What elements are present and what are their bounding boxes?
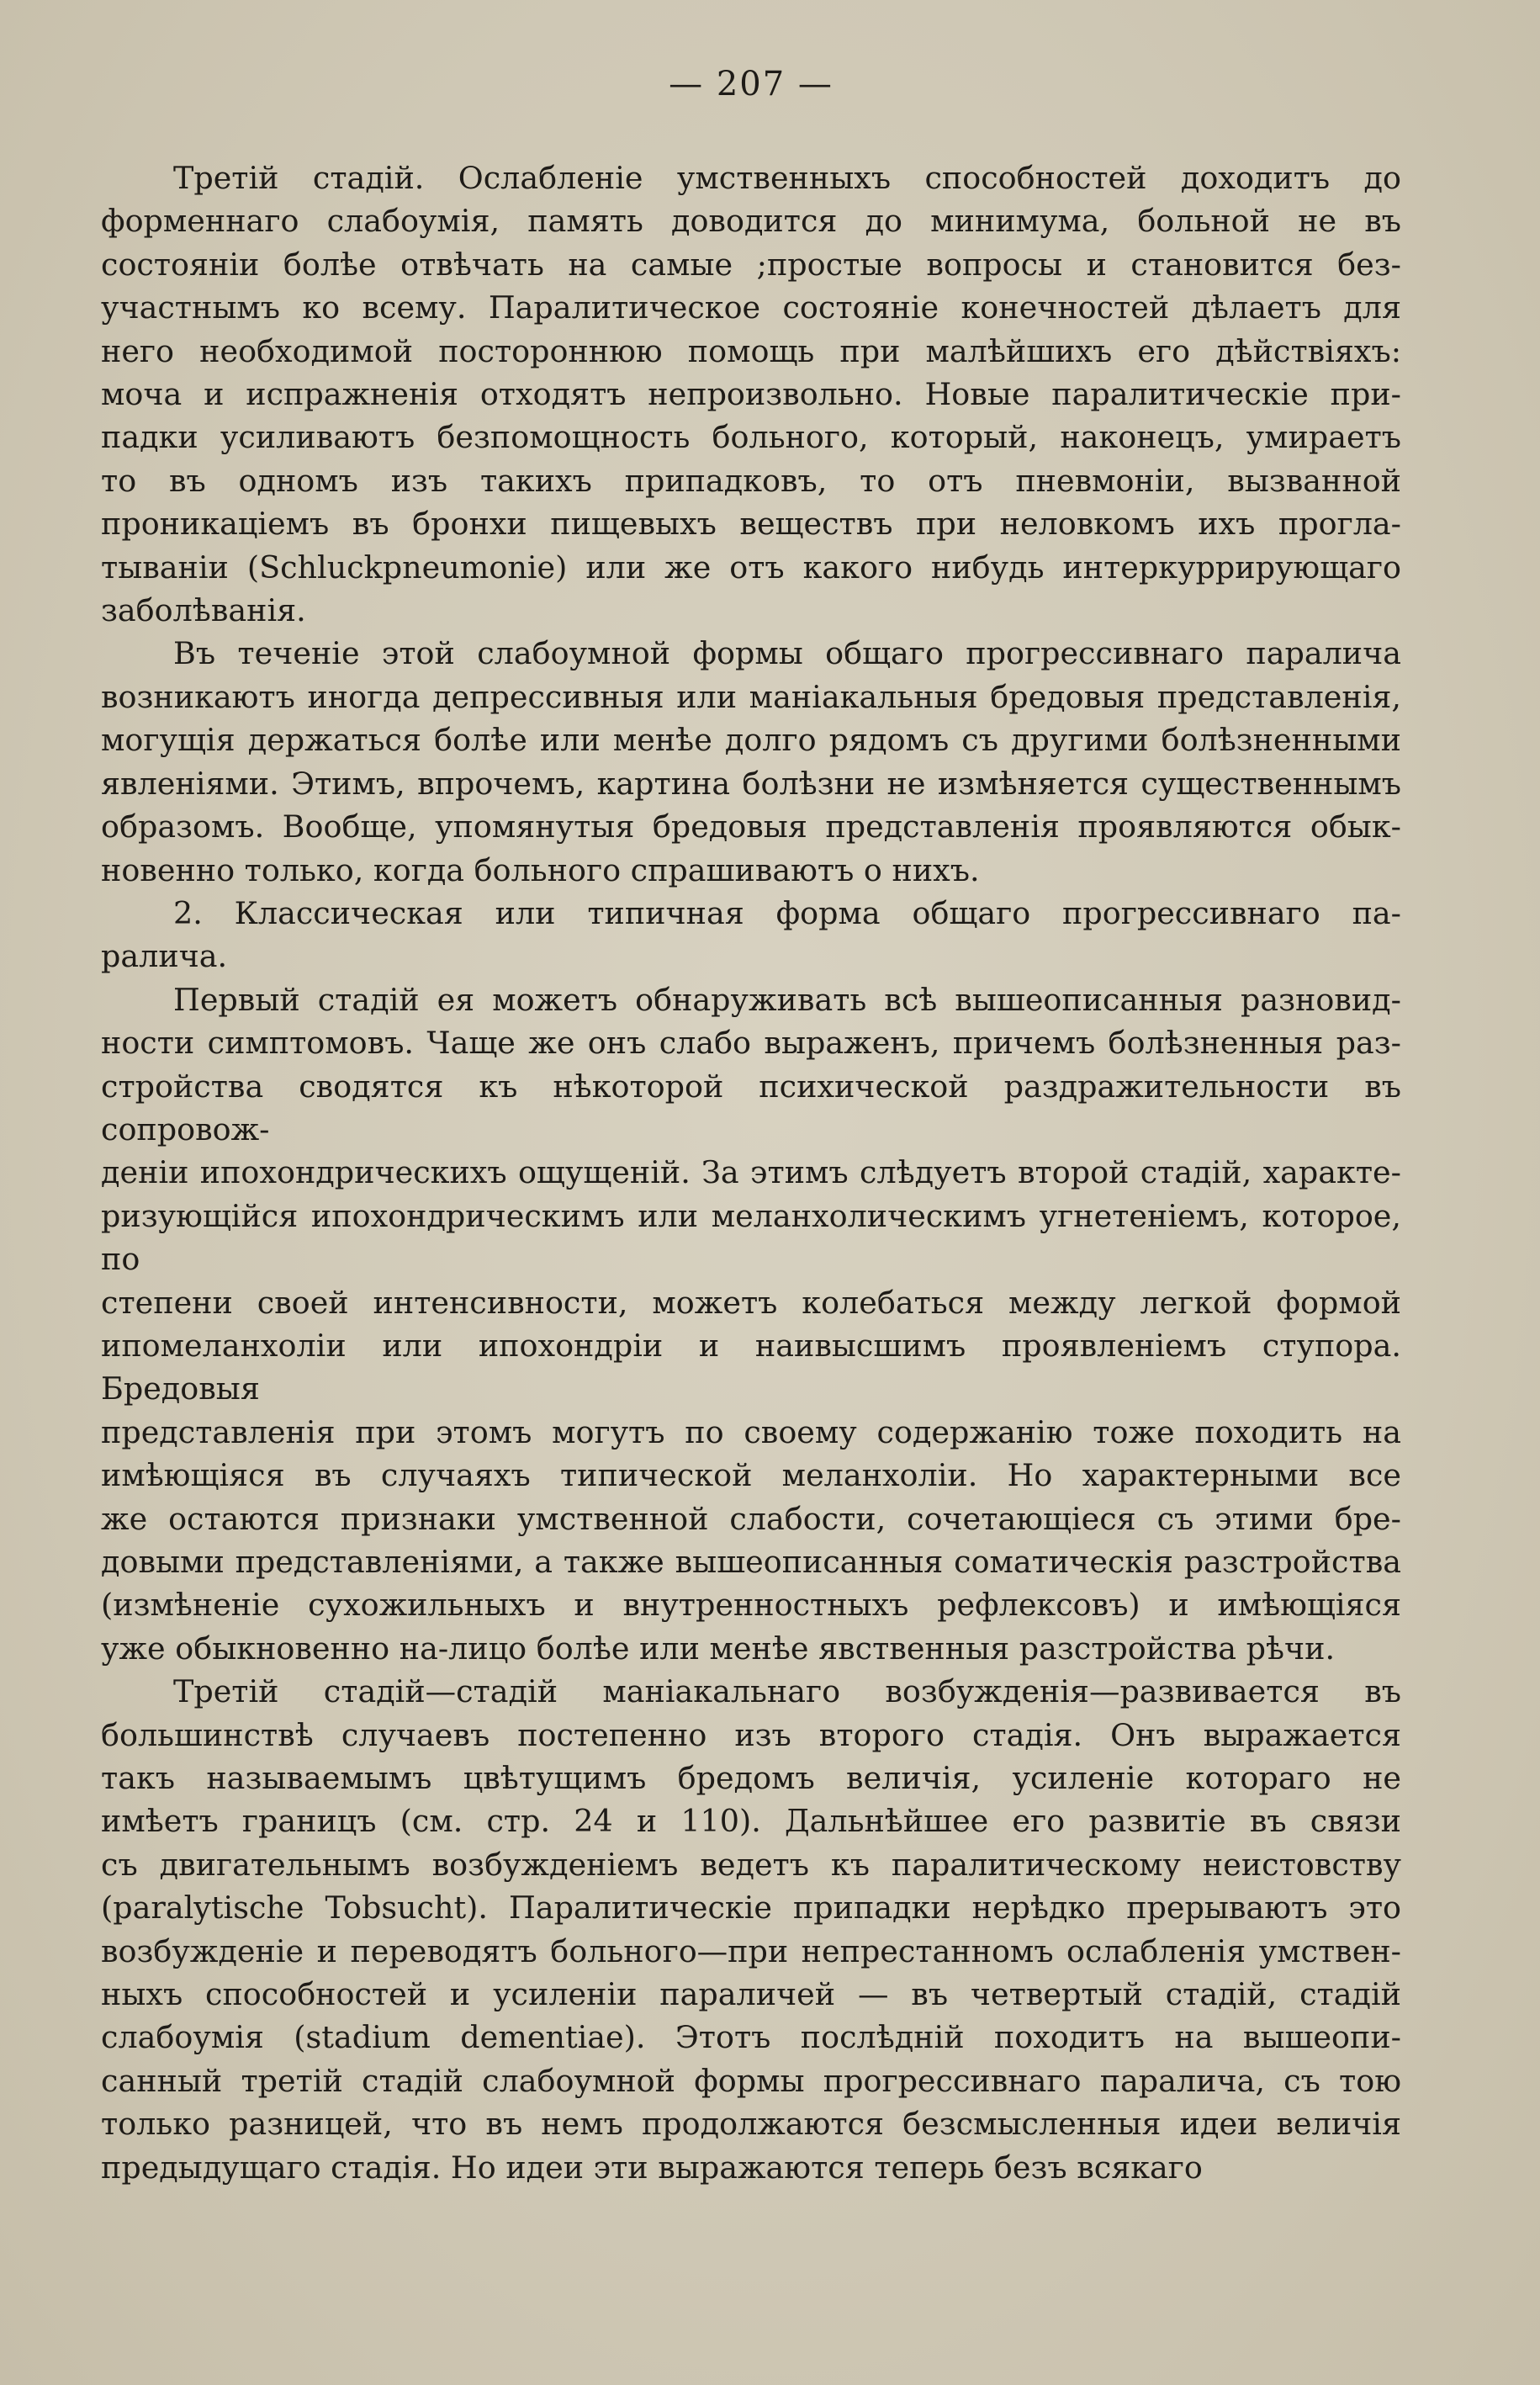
- text-line: имѣющіяся въ случаяхъ типической меланхоліи. Но характерными все: [101, 1457, 1401, 1494]
- text-line: возбужденіе и переводятъ больного—при непрестанномъ ослабленія умствен-: [101, 1932, 1401, 1969]
- text-line: форменнаго слабоумія, память доводится до минимума, больной не въ: [101, 203, 1401, 240]
- text-line: представленія при этомъ могутъ по своему содержанію тоже походить на: [101, 1413, 1401, 1450]
- text-line: возникаютъ иногда депрессивныя или маніакальныя бредовыя представленія,: [101, 678, 1401, 715]
- text-line: ризующійся ипохондрическимъ или меланхолическимъ угнетеніемъ, которое, по: [101, 1197, 1401, 1278]
- page-number: — 207 —: [669, 65, 834, 103]
- text-line: Первый стадій ея можетъ обнаруживать всѣ вышеописанныя разновид-: [173, 981, 1401, 1018]
- text-line: могущія держаться болѣе или менѣе долго рядомъ съ другими болѣзненными: [101, 722, 1401, 759]
- text-line: образомъ. Вообще, упомянутыя бредовыя представленія проявляются обык-: [101, 808, 1401, 845]
- text-line: (измѣненіе сухожильныхъ и внутренностныхъ рефлексовъ) и имѣющіяся: [101, 1587, 1401, 1624]
- text-line: него необходимой постороннюю помощь при малѣйшихъ его дѣйствіяхъ:: [101, 332, 1401, 369]
- text-line: моча и испражненія отходятъ непроизвольно. Новые паралитическіе при-: [101, 376, 1401, 413]
- text-line: стройства сводятся къ нѣкоторой психической раздражительности въ сопровож-: [101, 1068, 1401, 1147]
- paragraph: [101, 1670, 1401, 2189]
- text-line: степени своей интенсивности, можетъ колебаться между легкой формой: [101, 1284, 1401, 1321]
- text-line: слабоумія (stadium dementiae). Этотъ послѣдній походитъ на вышеопи-: [101, 2019, 1401, 2056]
- text-line: деніи ипохондрическихъ ощущеній. За этимъ слѣдуетъ второй стадій, характе-: [101, 1154, 1401, 1191]
- text-line: ности симптомовъ. Чаще же онъ слабо выраженъ, причемъ болѣзненныя раз-: [101, 1025, 1401, 1062]
- text-line: большинствѣ случаевъ постепенно изъ второго стадія. Онъ выражается: [101, 1716, 1401, 1753]
- text-line: только разницей, что въ немъ продолжаются безсмысленныя идеи величія: [101, 2106, 1401, 2143]
- text-line: состояніи болѣе отвѣчать на самые ;простые вопросы и становится без-: [101, 246, 1401, 283]
- text-line: ипомеланхоліи или ипохондріи и наивысшимъ проявленіемъ ступора. Бредовыя: [101, 1327, 1401, 1407]
- text-line: то въ одномъ изъ такихъ припадковъ, то отъ пневмоніи, вызванной: [101, 462, 1401, 499]
- text-line: заболѣванія.: [101, 592, 306, 629]
- body-text: [101, 156, 1401, 2189]
- text-line: съ двигательнымъ возбужденіемъ ведетъ къ паралитическому неистовству: [101, 1846, 1401, 1883]
- paragraph: [101, 156, 1401, 632]
- text-line: уже обыкновенно на-лицо болѣе или менѣе явственныя разстройства рѣчи.: [101, 1630, 1336, 1667]
- text-line: проникаціемъ въ бронхи пищевыхъ веществъ при неловкомъ ихъ прогла-: [101, 506, 1401, 543]
- paragraph: [101, 892, 1401, 978]
- paragraph: [101, 632, 1401, 891]
- text-line: явленіями. Этимъ, впрочемъ, картина болѣзни не измѣняется существеннымъ: [101, 765, 1401, 802]
- text-line: ралича.: [101, 938, 228, 975]
- text-line: имѣетъ границъ (см. стр. 24 и 110). Дальнѣйшее его развитіе въ связи: [101, 1803, 1401, 1840]
- text-line: 2. Классическая или типичная форма общаго прогрессивнаго па-: [173, 894, 1401, 931]
- text-line: тываніи (Schluckpneumonie) или же отъ какого нибудь интеркуррирующаго: [101, 549, 1401, 586]
- text-line: участнымъ ко всему. Паралитическое состояніе конечностей дѣлаетъ для: [101, 289, 1401, 326]
- text-line: же остаются признаки умственной слабости, сочетающіеся съ этими бре-: [101, 1500, 1401, 1537]
- text-line: падки усиливаютъ безпомощность больного, который, наконецъ, умираетъ: [101, 419, 1401, 456]
- text-line: довыми представленіями, а также вышеописанныя соматическія разстройства: [101, 1544, 1401, 1580]
- text-line: Третій стадій. Ослабленіе умственныхъ способностей доходитъ до: [173, 160, 1401, 196]
- text-line: предыдущаго стадія. Но идеи эти выражаются теперь безъ всякаго: [101, 2149, 1203, 2186]
- text-line: Третій стадій—стадій маніакальнаго возбужденія—развивается въ: [173, 1673, 1401, 1710]
- text-line: Въ теченіе этой слабоумной формы общаго прогрессивнаго паралича: [173, 635, 1401, 672]
- text-line: ныхъ способностей и усиленіи параличей — въ четвертый стадій, стадій: [101, 1976, 1401, 2013]
- paragraph: [101, 978, 1401, 1671]
- text-line: такъ называемымъ цвѣтущимъ бредомъ величія, усиленіе котораго не: [101, 1760, 1401, 1797]
- text-line: санный третій стадій слабоумной формы прогрессивнаго паралича, съ тою: [101, 2062, 1401, 2099]
- text-line: новенно только, когда больного спрашиваютъ о нихъ.: [101, 851, 980, 888]
- text-line: (paralytische Tobsucht). Паралитическіе припадки нерѣдко прерываютъ это: [101, 1889, 1401, 1927]
